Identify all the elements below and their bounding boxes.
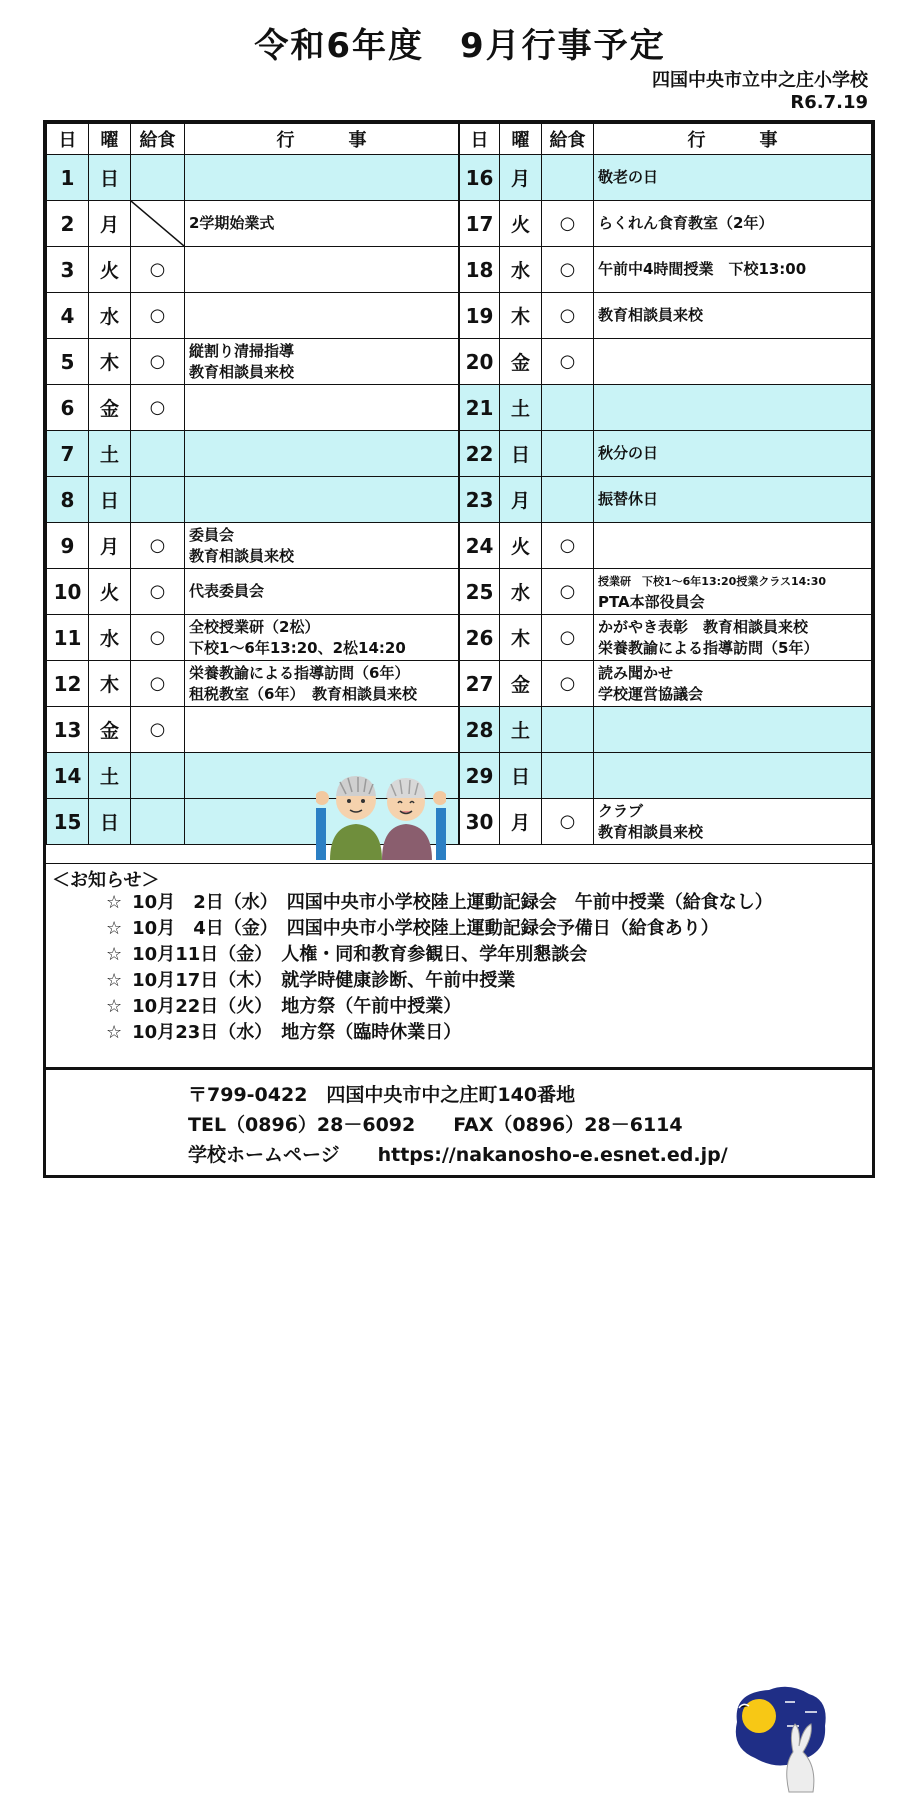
event-line: 教育相談員来校 <box>598 822 704 841</box>
day-number: 12 <box>47 661 89 707</box>
notice-text: 10月23日（水） 地方祭（臨時休業日） <box>132 1022 462 1043</box>
meal-mark <box>542 707 594 753</box>
event-line: 栄養教諭による指導訪問（6年） <box>189 663 410 682</box>
event-cell <box>185 385 459 431</box>
weekday: 水 <box>89 615 131 661</box>
header-day: 日 <box>47 124 89 155</box>
weekday: 水 <box>500 569 542 615</box>
meal-mark: ○ <box>542 201 594 247</box>
event-line: 読み聞かせ <box>598 663 674 682</box>
weekday: 水 <box>500 247 542 293</box>
day-number: 15 <box>47 799 89 845</box>
calendar <box>46 123 872 863</box>
event-line: かがやき表彰 教育相談員来校 <box>598 617 809 636</box>
school-website[interactable]: 学校ホームページ https://nakanosho-e.esnet.ed.jp/ <box>188 1144 728 1166</box>
meal-mark: ○ <box>131 293 185 339</box>
weekday: 土 <box>500 707 542 753</box>
meal-mark <box>131 753 185 799</box>
weekday: 火 <box>89 569 131 615</box>
star-icon: ☆ <box>106 944 123 965</box>
calendar-row <box>47 707 459 753</box>
weekday: 金 <box>89 385 131 431</box>
event-cell <box>185 155 459 201</box>
meal-mark: ○ <box>131 615 185 661</box>
meal-mark <box>542 753 594 799</box>
meal-mark <box>542 477 594 523</box>
meal-mark <box>131 155 185 201</box>
meal-mark <box>131 431 185 477</box>
weekday: 金 <box>500 339 542 385</box>
contact-footer <box>46 1067 872 1178</box>
event-cell <box>594 707 872 753</box>
event-line: 縦割り清掃指導 <box>189 341 295 360</box>
event-line: 委員会 <box>189 525 235 544</box>
day-number: 16 <box>460 155 500 201</box>
day-number: 10 <box>47 569 89 615</box>
event-line: 下校1～6年13:20、2松14:20 <box>189 638 406 657</box>
meal-mark <box>542 155 594 201</box>
calendar-row <box>47 247 459 293</box>
calendar-row <box>460 431 872 477</box>
event-line: PTA本部役員会 <box>598 592 705 611</box>
meal-mark <box>542 385 594 431</box>
meal-mark: ○ <box>131 569 185 615</box>
notice-item <box>106 916 773 942</box>
notice-item <box>106 968 773 994</box>
event-cell <box>185 569 459 615</box>
meal-mark: ○ <box>131 339 185 385</box>
day-number: 21 <box>460 385 500 431</box>
calendar-left <box>46 123 459 845</box>
meal-mark: ○ <box>542 339 594 385</box>
event-cell <box>594 569 872 615</box>
calendar-row <box>460 707 872 753</box>
event-line: 栄養教諭による指導訪問（5年） <box>598 638 819 657</box>
calendar-row <box>47 661 459 707</box>
event-line: 教育相談員来校 <box>189 546 295 565</box>
calendar-row <box>47 293 459 339</box>
day-number: 7 <box>47 431 89 477</box>
weekday: 日 <box>89 155 131 201</box>
meal-mark: ○ <box>131 523 185 569</box>
calendar-row <box>47 155 459 201</box>
calendar-row <box>460 569 872 615</box>
meal-mark: ○ <box>542 569 594 615</box>
notice-item <box>106 1020 773 1046</box>
calendar-row <box>47 569 459 615</box>
weekday: 日 <box>500 431 542 477</box>
elderly-couple-illustration <box>316 768 446 860</box>
notice-item <box>106 890 773 916</box>
event-cell <box>594 247 872 293</box>
calendar-row <box>460 477 872 523</box>
weekday: 土 <box>89 431 131 477</box>
meal-mark <box>542 431 594 477</box>
calendar-row <box>460 385 872 431</box>
calendar-row <box>460 155 872 201</box>
school-phone-fax: TEL（0896）28－6092 FAX（0896）28－6114 <box>188 1114 683 1136</box>
header-weekday: 曜 <box>500 124 542 155</box>
event-cell <box>185 615 459 661</box>
event-cell <box>594 477 872 523</box>
notice-item <box>106 994 773 1020</box>
day-number: 17 <box>460 201 500 247</box>
notice-text: 10月 2日（水） 四国中央市小学校陸上運動記録会 午前中授業（給食なし） <box>132 892 773 913</box>
event-cell <box>594 155 872 201</box>
event-cell <box>594 753 872 799</box>
weekday: 土 <box>89 753 131 799</box>
event-cell <box>185 247 459 293</box>
day-number: 14 <box>47 753 89 799</box>
day-number: 9 <box>47 523 89 569</box>
day-number: 2 <box>47 201 89 247</box>
calendar-row <box>460 339 872 385</box>
meal-mark: ○ <box>542 661 594 707</box>
event-line: 租税教室（6年） 教育相談員来校 <box>189 684 417 703</box>
event-line: 代表委員会 <box>189 582 265 600</box>
day-number: 24 <box>460 523 500 569</box>
calendar-row <box>47 523 459 569</box>
school-name: 四国中央市立中之庄小学校 <box>652 70 868 91</box>
calendar-row <box>460 615 872 661</box>
header-event: 行 事 <box>594 124 872 155</box>
event-cell <box>185 477 459 523</box>
meal-mark: ○ <box>131 661 185 707</box>
calendar-row <box>47 615 459 661</box>
day-number: 23 <box>460 477 500 523</box>
meal-mark <box>131 477 185 523</box>
event-cell <box>594 799 872 845</box>
weekday: 日 <box>89 477 131 523</box>
calendar-row <box>460 523 872 569</box>
event-cell <box>594 293 872 339</box>
day-number: 1 <box>47 155 89 201</box>
star-icon: ☆ <box>106 918 123 939</box>
event-cell <box>185 293 459 339</box>
weekday: 火 <box>500 523 542 569</box>
calendar-row <box>47 477 459 523</box>
notice-text: 10月17日（木） 就学時健康診断、午前中授業 <box>132 970 516 991</box>
event-line: 秋分の日 <box>598 444 659 462</box>
moon-rabbit-illustration <box>729 1682 829 1798</box>
event-line: 全校授業研（2松） <box>189 617 320 636</box>
weekday: 木 <box>500 615 542 661</box>
weekday: 日 <box>89 799 131 845</box>
event-cell <box>185 707 459 753</box>
notice-text: 10月 4日（金） 四国中央市小学校陸上運動記録会予備日（給食あり） <box>132 918 719 939</box>
event-cell <box>594 523 872 569</box>
calendar-right <box>459 123 872 845</box>
notice-text: 10月22日（火） 地方祭（午前中授業） <box>132 996 462 1017</box>
event-line: 学校運営協議会 <box>598 684 704 703</box>
meal-mark <box>131 799 185 845</box>
event-cell <box>185 201 459 247</box>
event-cell <box>594 201 872 247</box>
day-number: 8 <box>47 477 89 523</box>
notice-list <box>106 890 773 1046</box>
weekday: 金 <box>500 661 542 707</box>
calendar-row <box>47 339 459 385</box>
event-line: 敬老の日 <box>598 168 659 186</box>
notice-title: ＜お知らせ＞ <box>52 870 160 891</box>
header-event: 行 事 <box>185 124 459 155</box>
event-cell <box>594 615 872 661</box>
header-row-right <box>460 124 872 155</box>
no-meal-slash-icon <box>131 201 184 246</box>
event-cell <box>594 661 872 707</box>
calendar-row <box>460 247 872 293</box>
event-line: 授業研 下校1～6年13:20授業クラス14:30 <box>598 574 827 588</box>
day-number: 4 <box>47 293 89 339</box>
event-line: 教育相談員来校 <box>189 362 295 381</box>
event-cell <box>594 431 872 477</box>
weekday: 月 <box>500 799 542 845</box>
event-cell <box>594 339 872 385</box>
calendar-row <box>460 293 872 339</box>
event-cell <box>594 385 872 431</box>
weekday: 火 <box>500 201 542 247</box>
weekday: 火 <box>89 247 131 293</box>
weekday: 月 <box>89 523 131 569</box>
weekday: 月 <box>500 155 542 201</box>
event-cell <box>185 523 459 569</box>
weekday: 木 <box>89 661 131 707</box>
weekday: 日 <box>500 753 542 799</box>
meal-mark: ○ <box>131 247 185 293</box>
day-number: 6 <box>47 385 89 431</box>
event-line: 午前中4時間授業 下校13:00 <box>598 260 807 278</box>
header-day: 日 <box>460 124 500 155</box>
day-number: 11 <box>47 615 89 661</box>
header-weekday: 曜 <box>89 124 131 155</box>
star-icon: ☆ <box>106 996 123 1017</box>
weekday: 水 <box>89 293 131 339</box>
day-number: 18 <box>460 247 500 293</box>
event-line: クラブ <box>598 801 644 820</box>
weekday: 木 <box>500 293 542 339</box>
day-number: 19 <box>460 293 500 339</box>
calendar-row <box>460 799 872 845</box>
event-line: 教育相談員来校 <box>598 306 704 324</box>
meal-mark: ○ <box>542 523 594 569</box>
calendar-row <box>460 753 872 799</box>
school-address: 〒799-0422 四国中央市中之庄町140番地 <box>188 1084 576 1106</box>
weekday: 月 <box>500 477 542 523</box>
calendar-row <box>47 431 459 477</box>
meal-mark: ○ <box>131 385 185 431</box>
day-number: 3 <box>47 247 89 293</box>
day-number: 29 <box>460 753 500 799</box>
day-number: 5 <box>47 339 89 385</box>
event-cell <box>185 339 459 385</box>
calendar-row <box>47 385 459 431</box>
meal-mark <box>131 201 185 247</box>
event-cell <box>185 431 459 477</box>
event-line: 振替休日 <box>598 490 659 508</box>
day-number: 27 <box>460 661 500 707</box>
day-number: 28 <box>460 707 500 753</box>
day-number: 25 <box>460 569 500 615</box>
meal-mark: ○ <box>542 799 594 845</box>
notice-item <box>106 942 773 968</box>
schedule-frame <box>43 120 875 1178</box>
weekday: 金 <box>89 707 131 753</box>
star-icon: ☆ <box>106 970 123 991</box>
notice-section <box>46 863 872 1068</box>
meal-mark: ○ <box>131 707 185 753</box>
star-icon: ☆ <box>106 1022 123 1043</box>
day-number: 13 <box>47 707 89 753</box>
calendar-row <box>47 201 459 247</box>
calendar-row <box>460 201 872 247</box>
star-icon: ☆ <box>106 892 123 913</box>
event-line: らくれん食育教室（2年） <box>598 214 774 232</box>
page-title: 令和6年度 9月行事予定 <box>254 26 666 66</box>
meal-mark: ○ <box>542 615 594 661</box>
meal-mark: ○ <box>542 247 594 293</box>
day-number: 22 <box>460 431 500 477</box>
event-cell <box>185 661 459 707</box>
header-row-left <box>47 124 459 155</box>
calendar-row <box>460 661 872 707</box>
header-meal: 給食 <box>542 124 594 155</box>
day-number: 30 <box>460 799 500 845</box>
event-line: 2学期始業式 <box>189 214 275 232</box>
weekday: 月 <box>89 201 131 247</box>
header-meal: 給食 <box>131 124 185 155</box>
notice-text: 10月11日（金） 人権・同和教育参観日、学年別懇談会 <box>132 944 588 965</box>
day-number: 20 <box>460 339 500 385</box>
weekday: 土 <box>500 385 542 431</box>
issue-date: R6.7.19 <box>790 92 868 113</box>
meal-mark: ○ <box>542 293 594 339</box>
day-number: 26 <box>460 615 500 661</box>
weekday: 木 <box>89 339 131 385</box>
